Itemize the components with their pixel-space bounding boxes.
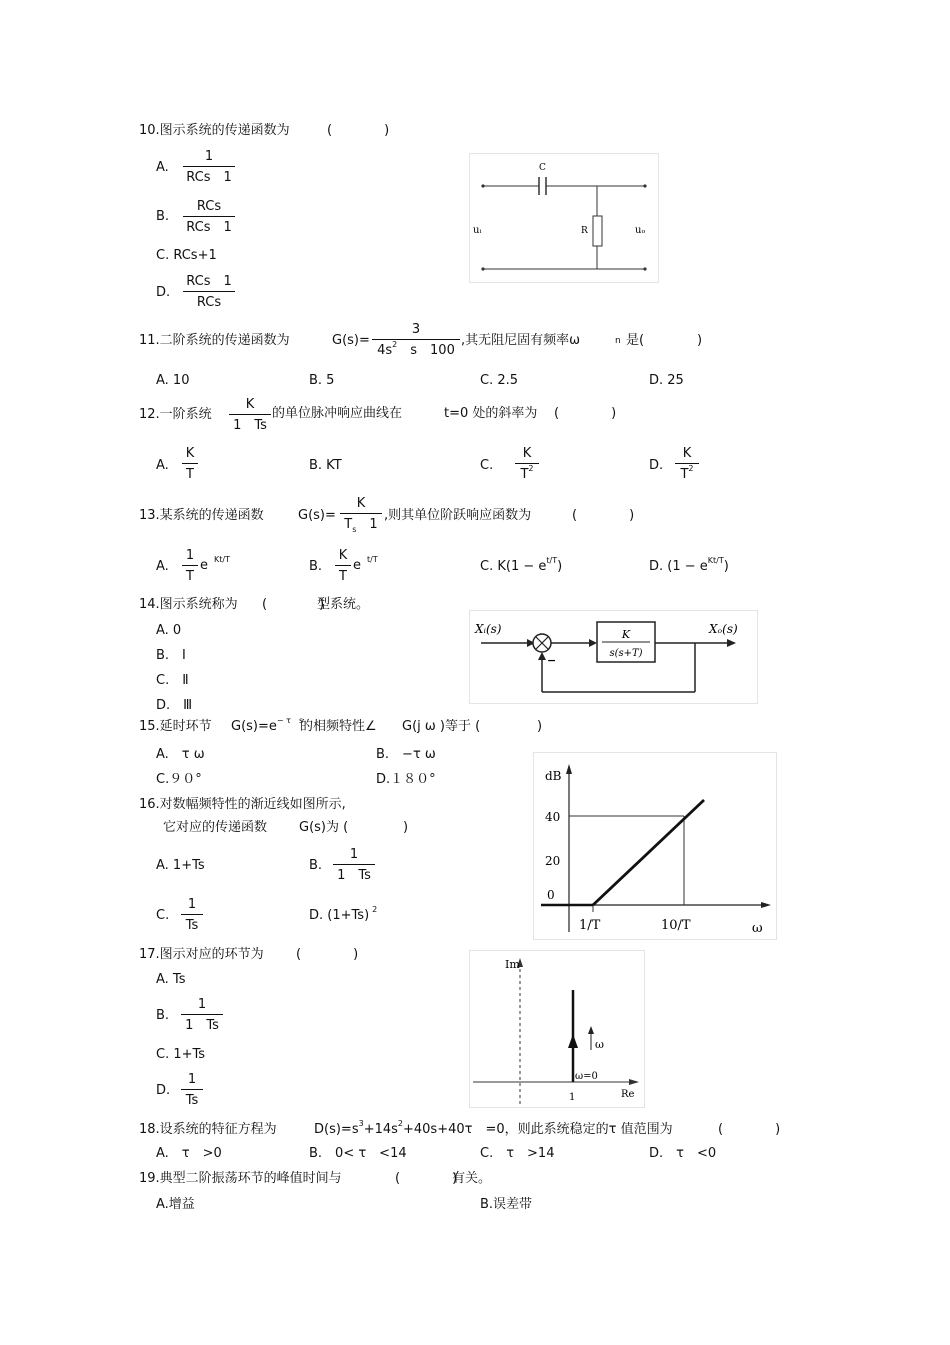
q16-option-c-fraction bbox=[181, 898, 203, 932]
q13-option-a-fraction bbox=[182, 549, 198, 583]
q16-option-b-fraction bbox=[333, 848, 375, 882]
option-text: D. (1 − e bbox=[649, 559, 708, 574]
q13-transfer-fraction bbox=[340, 496, 382, 534]
denominator bbox=[372, 340, 460, 357]
denominator bbox=[515, 464, 539, 481]
q17-option-d-label: D. bbox=[156, 1083, 171, 1098]
q13-option-c bbox=[480, 556, 563, 574]
q12-option-c-label: C. bbox=[480, 458, 494, 473]
den-sup: 2 bbox=[688, 464, 694, 473]
q12-option-a-label: A. bbox=[156, 458, 169, 473]
denominator: RCs bbox=[196, 295, 222, 310]
q11-tail: ,其无阻尼固有频率ω bbox=[461, 333, 581, 348]
exp-sup: − τ s bbox=[276, 716, 304, 725]
imaginary-axis-label: Im bbox=[505, 958, 520, 971]
q17-answer-paren: ( ) bbox=[296, 947, 359, 962]
q12-option-d-label: D. bbox=[649, 458, 664, 473]
denominator: RCs 1 bbox=[186, 220, 232, 235]
eq-sup: 2 bbox=[397, 1119, 403, 1128]
numerator: 1 bbox=[183, 150, 235, 167]
exp-base: e bbox=[200, 558, 208, 573]
q14-block-diagram-figure bbox=[469, 610, 758, 704]
q18-stem: 18.设系统的特征方程为 bbox=[139, 1122, 277, 1137]
q15-close-paren: ) bbox=[537, 719, 543, 734]
numerator: 3 bbox=[372, 323, 460, 340]
q12-stem: 12.一阶系统 bbox=[139, 407, 212, 422]
q11-close-paren: ) bbox=[697, 333, 703, 348]
q12-answer-paren: ( ) bbox=[554, 406, 617, 421]
q19-option-b: B.误差带 bbox=[480, 1197, 533, 1212]
denominator: 1 Ts bbox=[233, 418, 267, 433]
den-part: T bbox=[344, 517, 353, 532]
q17-option-c: C. 1+Ts bbox=[156, 1047, 206, 1062]
denominator: 1 Ts bbox=[185, 1018, 219, 1033]
q15-stem: 15.延时环节 bbox=[139, 719, 212, 734]
q11-option-b: B. 5 bbox=[309, 373, 335, 388]
numerator: 1 bbox=[181, 898, 203, 915]
real-tick-1: 1 bbox=[569, 1092, 576, 1103]
output-signal-label: Xₒ(s) bbox=[709, 622, 738, 636]
x-tick-1-over-t: 1/T bbox=[579, 918, 601, 933]
den-part: T bbox=[520, 467, 529, 482]
exp-base: e bbox=[353, 558, 361, 573]
numerator: 1 bbox=[333, 848, 375, 865]
q18-option-a: A. τ >0 bbox=[156, 1146, 222, 1161]
q11-lhs: G(s)= bbox=[332, 333, 370, 348]
minus-sign: − bbox=[547, 654, 557, 667]
exp-sup: Kt/T bbox=[707, 556, 724, 565]
q18-option-b: B. 0< τ <14 bbox=[309, 1146, 407, 1161]
den-part: 1 bbox=[356, 517, 378, 532]
q10-option-a-label: A. bbox=[156, 160, 169, 175]
q12-option-b: B. KT bbox=[309, 458, 342, 473]
q13-option-b-exp bbox=[353, 555, 378, 573]
q10-option-d-fraction bbox=[183, 275, 235, 309]
numerator: RCs bbox=[183, 200, 235, 217]
q14-option-d: D. Ⅲ bbox=[156, 698, 193, 713]
den-sup: 2 bbox=[392, 340, 398, 349]
q13-option-a-exp bbox=[200, 555, 230, 573]
denominator: T bbox=[339, 569, 347, 584]
q11-tail2: 是( bbox=[626, 333, 645, 348]
q17-nyquist-plot-figure bbox=[469, 950, 645, 1108]
numerator: K bbox=[182, 447, 198, 464]
den-part: s 100 bbox=[397, 343, 455, 358]
q16-option-b-label: B. bbox=[309, 858, 323, 873]
numerator: 1 bbox=[181, 1073, 203, 1090]
numerator: K bbox=[675, 447, 699, 464]
q12-option-c-fraction bbox=[515, 447, 539, 481]
q18-equation bbox=[314, 1119, 673, 1137]
q15-lhs bbox=[231, 716, 304, 734]
input-signal-label: Xᵢ(s) bbox=[475, 622, 502, 636]
omega-direction-label: ω bbox=[595, 1038, 604, 1051]
q14-option-a: A. 0 bbox=[156, 623, 182, 638]
block-denominator: s(s+T) bbox=[609, 648, 643, 659]
numerator: K bbox=[340, 497, 382, 514]
q17-option-a: A. Ts bbox=[156, 972, 186, 987]
q10-rc-circuit-figure bbox=[469, 153, 659, 283]
q12-tail: 的单位脉冲响应曲线在 bbox=[272, 406, 403, 421]
q14-option-b: B. Ⅰ bbox=[156, 648, 186, 663]
q13-option-b-label: B. bbox=[309, 559, 323, 574]
numerator: K bbox=[515, 447, 539, 464]
y-axis-label: dB bbox=[545, 769, 562, 783]
q16-stem-line2: 它对应的传递函数 bbox=[163, 820, 268, 835]
q13-option-b-fraction bbox=[335, 549, 351, 583]
exp-sup: 2 bbox=[372, 905, 378, 914]
q11-subscript-n: n bbox=[615, 336, 621, 346]
q19-option-a: A.增益 bbox=[156, 1197, 195, 1212]
q18-option-d: D. τ <0 bbox=[649, 1146, 717, 1161]
q13-answer-paren: ( ) bbox=[572, 508, 635, 523]
q15-option-b: B. −τ ω bbox=[376, 747, 436, 762]
q17-option-d-fraction bbox=[181, 1073, 203, 1107]
q16-gs: G(s)为 ( bbox=[299, 820, 349, 835]
q14-answer-paren: ( ) bbox=[262, 597, 325, 612]
denominator: Ts bbox=[185, 918, 199, 933]
q18-option-c: C. τ >14 bbox=[480, 1146, 555, 1161]
eq-part: +14s bbox=[363, 1122, 398, 1137]
den-part: T bbox=[680, 467, 689, 482]
option-text: ) bbox=[723, 559, 729, 574]
q12-option-a-fraction bbox=[182, 447, 198, 481]
q15-option-a: A. τ ω bbox=[156, 747, 205, 762]
q17-option-b-fraction bbox=[181, 998, 223, 1032]
q16-option-d bbox=[309, 905, 378, 923]
q10-stem: 10.图示系统的传递函数为 bbox=[139, 123, 290, 138]
q19-answer-paren: ( ) bbox=[395, 1171, 458, 1186]
y-tick-20: 20 bbox=[545, 854, 561, 868]
den-sup: 2 bbox=[528, 464, 534, 473]
q19-stem: 19.典型二阶振荡环节的峰值时间与 bbox=[139, 1171, 342, 1186]
q15-option-c: C.９０° bbox=[156, 772, 202, 787]
exp-sup: t/T bbox=[546, 556, 558, 565]
q13-stem: 13.某系统的传递函数 bbox=[139, 508, 264, 523]
numerator: 1 bbox=[181, 998, 223, 1015]
exp-sup: Kt/T bbox=[214, 555, 230, 564]
q15-tail: 的相频特性∠ bbox=[300, 719, 377, 734]
real-axis-label: Re bbox=[621, 1089, 635, 1100]
q10-option-d-label: D. bbox=[156, 285, 171, 300]
denominator: T bbox=[186, 569, 194, 584]
q13-option-a-label: A. bbox=[156, 559, 169, 574]
x-tick-10-over-t: 10/T bbox=[661, 918, 691, 933]
input-voltage-label: uᵢ bbox=[473, 225, 482, 236]
numerator: K bbox=[335, 549, 351, 566]
q10-option-a-fraction bbox=[183, 150, 235, 184]
eq-part: +40s+40τ =0，则此系统稳定的τ 值范围为 bbox=[403, 1122, 673, 1137]
option-text: D. (1+Ts) bbox=[309, 908, 370, 923]
numerator: 1 bbox=[182, 549, 198, 566]
q14-option-c: C. Ⅱ bbox=[156, 673, 189, 688]
denominator: Ts bbox=[185, 1093, 199, 1108]
q12-option-d-fraction bbox=[675, 447, 699, 481]
q16-close-paren: ) bbox=[403, 820, 409, 835]
option-text: ) bbox=[557, 559, 563, 574]
x-axis-label: ω bbox=[752, 921, 763, 936]
q19-tail: 有关。 bbox=[452, 1171, 492, 1186]
output-voltage-label: uₒ bbox=[635, 225, 646, 236]
option-text: C. K(1 − e bbox=[480, 559, 547, 574]
denominator: T bbox=[186, 467, 194, 482]
numerator: K bbox=[229, 398, 271, 415]
denominator bbox=[675, 464, 699, 481]
q10-option-b-fraction bbox=[183, 200, 235, 234]
exp-sup: t/T bbox=[367, 555, 378, 564]
y-tick-40: 40 bbox=[545, 810, 561, 824]
block-numerator: K bbox=[621, 628, 631, 641]
q11-option-c: C. 2.5 bbox=[480, 373, 519, 388]
y-tick-0: 0 bbox=[547, 888, 555, 902]
q10-answer-paren: ( ) bbox=[327, 123, 390, 138]
denominator bbox=[340, 514, 382, 534]
q13-lhs: G(s)= bbox=[298, 508, 336, 523]
q18-answer-paren: ( ) bbox=[718, 1122, 781, 1137]
q12-t0: t=0 处的斜率为 bbox=[444, 406, 538, 421]
q16-stem: 16.对数幅频特性的渐近线如图所示, bbox=[139, 797, 346, 812]
q11-transfer-fraction bbox=[372, 323, 460, 357]
q10-option-c: C. RCs+1 bbox=[156, 248, 217, 263]
q11-stem: 11.二阶系统的传递函数为 bbox=[139, 333, 290, 348]
q17-stem: 17.图示对应的环节为 bbox=[139, 947, 264, 962]
q13-option-d bbox=[649, 556, 729, 574]
q11-option-d: D. 25 bbox=[649, 373, 684, 388]
capacitor-label: C bbox=[539, 163, 546, 173]
q11-option-a: A. 10 bbox=[156, 373, 190, 388]
eq-part: D(s)=s bbox=[314, 1122, 359, 1137]
q16-option-a: A. 1+Ts bbox=[156, 858, 205, 873]
q13-tail: ,则其单位阶跃响应函数为 bbox=[384, 508, 532, 523]
eq-sup: 3 bbox=[358, 1119, 364, 1128]
numerator: RCs 1 bbox=[183, 275, 235, 292]
q16-option-c-label: C. bbox=[156, 908, 170, 923]
q16-bode-plot-figure bbox=[533, 752, 777, 940]
den-sub: s bbox=[352, 525, 357, 534]
omega-zero-label: ω=0 bbox=[575, 1071, 598, 1082]
q17-option-b-label: B. bbox=[156, 1008, 170, 1023]
q12-transfer-fraction bbox=[229, 398, 271, 432]
denominator: RCs 1 bbox=[186, 170, 232, 185]
q14-stem: 14.图示系统称为 bbox=[139, 597, 238, 612]
lhs-text: G(s)=e bbox=[231, 719, 277, 734]
denominator: 1 Ts bbox=[337, 868, 371, 883]
q14-tail: 型系统。 bbox=[317, 597, 370, 612]
q10-option-b-label: B. bbox=[156, 209, 170, 224]
q15-gjw: G(j ω )等于 ( bbox=[402, 719, 481, 734]
resistor-label: R bbox=[581, 226, 588, 236]
den-part: 4s bbox=[377, 343, 393, 358]
q15-option-d: D.１８０° bbox=[376, 772, 436, 787]
